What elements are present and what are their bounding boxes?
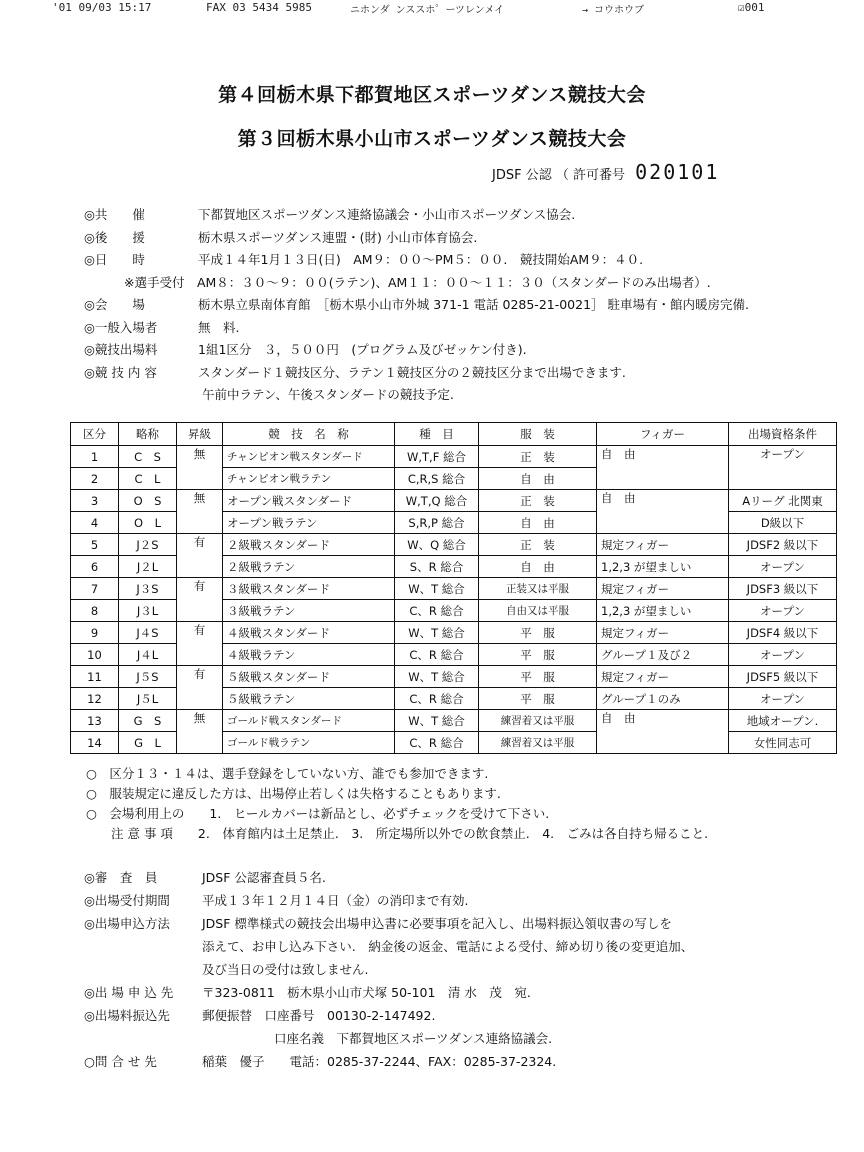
note-item: 注 意 事 項 2. 体育館内は土足禁止. 3. 所定場所以外での飲食禁止. 4. ごみは各自持ち帰ること. (86, 826, 709, 841)
bottom-row: 添えて、お申し込み下さい. 納金後の返金、電話による受付、締め切り後の変更追加、 (202, 939, 694, 954)
table-row: 2 C L チャンピオン戦ラテン C,R,S 総合 自 由 (71, 468, 837, 490)
bottom-row: ◎出場料振込先 郵便振替 口座番号 00130-2-147492. (84, 1008, 436, 1023)
table-row: 8 J３L ３級戦ラテン C、R 総合 自由又は平服 1,2,3 が望ましい オープン (71, 600, 837, 622)
header-cell: 服 装 (479, 423, 597, 446)
fax-page: ☑001 (738, 1, 765, 14)
table-row: 14 G L ゴールド戦ラテン C、R 総合 練習着又は平服 女性同志可 (71, 732, 837, 754)
header-cell: 区分 (71, 423, 119, 446)
fax-to: → コウホウブ (582, 5, 645, 16)
note-item: ○ 区分１３・１４は、選手登録をしていない方、誰でも参加できます. (86, 766, 489, 781)
table-row: 13 G S 無 ゴールド戦スタンダード W、T 総合 練習着又は平服 自 由 地域オープン. (71, 710, 837, 732)
application-info (84, 866, 854, 1073)
bottom-row: 口座名義 下都賀地区スポーツダンス連絡協議会. (274, 1031, 553, 1046)
notes (86, 764, 856, 844)
info-row: ◎日 時 平成１４年1月１３日(日) AM９：００～PM５：００. 競技開始AM９：４０. (84, 252, 644, 267)
table-row: 9 J４S 有 ４級戦スタンダード W、T 総合 平 服 規定フィガー JDSF4 級以下 (71, 622, 837, 644)
info-row: ◎競技出場料 1組1区分 ３，５００円 (プログラム及びゼッケン付き). (84, 342, 527, 357)
header-cell: 昇級 (177, 423, 223, 446)
table-row: 11 J５S 有 ５級戦スタンダード W、T 総合 平 服 規定フィガー JDSF5 級以下 (71, 666, 837, 688)
header-cell: 種 目 (395, 423, 479, 446)
table-row: 3 O S 無 オープン戦スタンダード W,T,Q 総合 正 装 自 由 Aリーグ 北関東 (71, 490, 837, 512)
table-row: 6 J２L ２級戦ラテン S、R 総合 自 由 1,2,3 が望ましい オープン (71, 556, 837, 578)
info-row: ◎共 催 下都賀地区スポーツダンス連絡協議会・小山市スポーツダンス協会. (84, 207, 576, 222)
info-row: ◎後 援 栃木県スポーツダンス連盟・(財) 小山市体育協会. (84, 229, 478, 245)
table-row: 10 J４L ４級戦ラテン C、R 総合 平 服 グループ１及び２ オープン (71, 644, 837, 666)
title-secondary: 第３回栃木県小山市スポーツダンス競技大会 (237, 128, 627, 150)
table-row: 7 J３S 有 ３級戦スタンダード W、T 総合 正装又は平服 規定フィガー JDSF3 級以下 (71, 578, 837, 600)
table-row: 5 J２S 有 ２級戦スタンダード W、Q 総合 正 装 規定フィガー JDSF2 級以下 (71, 534, 837, 556)
info-row-reception: ※選手受付 AM８：３０～９：００(ラテン)、AM１１：００～１１：３０（スタンダードのみ出場者）. (124, 274, 711, 290)
header-cell: 略称 (119, 423, 177, 446)
note-item: ○ 服装規定に違反した方は、出場停止若しくは失格することもあります. (86, 786, 501, 801)
jdsf-number: 020101 (635, 160, 720, 184)
title-primary: 第４回栃木県下都賀地区スポーツダンス競技大会 (218, 84, 646, 106)
fax-from: ニホンダ ンススホ゜ーツレンメイ (350, 5, 505, 16)
bottom-row: 及び当日の受付は致しません. (202, 962, 369, 977)
fax-number: FAX 03 5434 5985 (206, 1, 312, 14)
competition-table (70, 422, 837, 754)
table-row: 1 C S 無 チャンピオン戦スタンダード W,T,F 総合 正 装 自 由 オープン (71, 446, 837, 468)
jdsf-label: JDSF 公認 （ 許可番号 (492, 168, 625, 183)
event-info (84, 204, 854, 407)
info-row: ◎競 技 内 容 スタンダード１競技区分、ラテン１競技区分の２競技区分まで出場できます. (84, 364, 626, 380)
bottom-row: ◎出場受付期間 平成１３年１２月１４日（金）の消印まで有効. (84, 893, 469, 908)
bottom-row: ◎審 査 員 JDSF 公認審査員５名. (84, 870, 326, 885)
info-row: ◎一般入場者 無 料. (84, 319, 240, 335)
info-row: ◎会 場 栃木県立県南体育館 ［栃木県小山市外城 371-1 電話 0285-21-0021］ 駐車場有・館内暖房完備. (84, 297, 749, 312)
table-header-row (71, 423, 837, 446)
note-item: ○ 会場利用上の 1. ヒールカバーは新品とし、必ずチェックを受けて下さい. (86, 806, 550, 821)
header-cell: フィガー (597, 423, 729, 446)
header-cell: 出場資格条件 (729, 423, 837, 446)
jdsf-approval (492, 160, 719, 184)
table-row: 4 O L オープン戦ラテン S,R,P 総合 自 由 D級以下 (71, 512, 837, 534)
bottom-row: ◎出 場 申 込 先 〒323-0811 栃木県小山市犬塚 50-101 清 水 茂 宛. (84, 985, 531, 1000)
fax-header (52, 0, 852, 16)
table-row: 12 J５L ５級戦ラテン C、R 総合 平 服 グループ１のみ オープン (71, 688, 837, 710)
bottom-row: ○問 合 せ 先 稲葉 優子 電話：0285-37-2244、FAX：0285-37-2324. (84, 1054, 557, 1069)
fax-date: '01 09/03 15:17 (52, 1, 152, 14)
info-row-schedule: 午前中ラテン、午後スタンダードの競技予定. (202, 387, 454, 402)
header-cell: 競 技 名 称 (223, 423, 395, 446)
bottom-row: ◎出場申込方法 JDSF 標準様式の競技会出場申込書に必要事項を記入し、出場料振込領収書の写しを (84, 916, 672, 931)
